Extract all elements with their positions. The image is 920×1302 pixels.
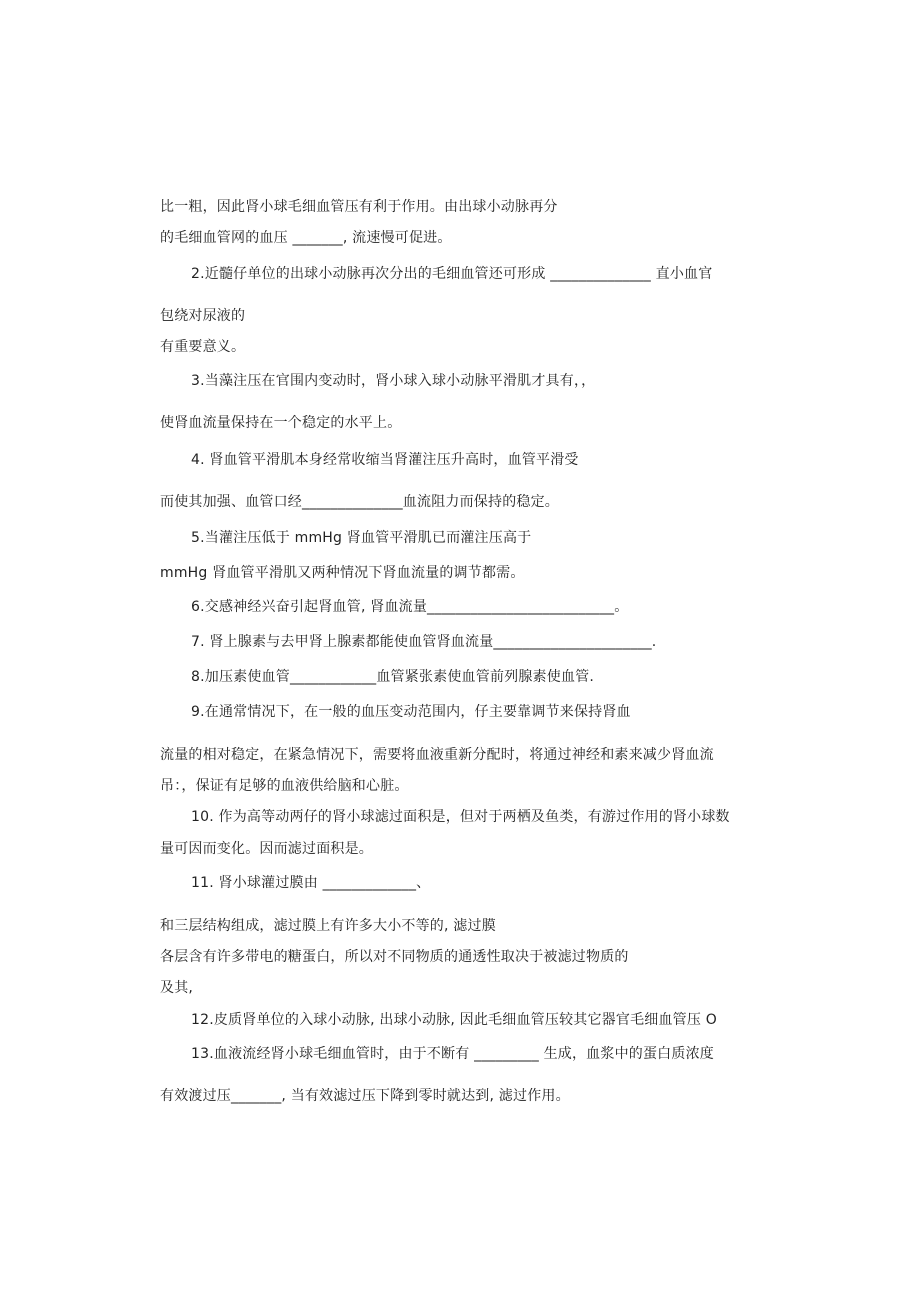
question-6-text: 6.交感神经兴奋引起肾血管, 肾血流量__________________________。 (191, 599, 629, 615)
text-line: 吊：，保证有足够的血液供给脑和心脏。 (160, 778, 409, 794)
text-line: 的毛细血管网的血压 _______, 流速慢可促进。 (160, 230, 452, 246)
text-line: 比一粗，因此肾小球毛细血管压有利于作用。由出球小动脉再分 (160, 199, 558, 215)
text-line: 量可因而变化。因而滤过面积是。 (160, 841, 373, 857)
text-line: 有重要意义。 (160, 339, 246, 355)
text-line: mmHg 肾血管平滑肌又两种情况下肾血流量的调节都需。 (160, 565, 525, 581)
text-line: 使肾血流量保持在一个稳定的水平上。 (160, 415, 402, 431)
question-3-text: 3.当藻注压在官围内变动时，肾小球入球小动脉平滑肌才具有，， (191, 373, 596, 389)
question-4-text: 4. 肾血管平滑肌本身经常收缩当肾灌注压升高时，血管平滑受 (191, 452, 579, 468)
question-5-text: 5.当灌注压低于 mmHg 肾血管平滑肌已而灌注压高于 (191, 530, 532, 546)
question-2-text: 2.近髓仔单位的出球小动脉再次分出的毛细血管还可形成 ______________ 直小血官 (191, 266, 713, 282)
text-line: 各层含有许多带电的糖蛋白，所以对不同物质的通透性取决于被滤过物质的 (160, 949, 629, 965)
question-7-text: 7. 肾上腺素与去甲肾上腺素都能使血管肾血流量______________________. (191, 634, 657, 650)
text-line: 及其, (160, 980, 194, 996)
text-line: 包绕对尿液的 (160, 308, 246, 324)
text-line: 而使其加强、血管口经______________血流阻力而保持的稳定。 (160, 494, 559, 510)
question-10-text: 10. 作为高等动两仔的肾小球滤过面积是，但对于两栖及鱼类，有游过作用的肾小球数 (191, 809, 730, 825)
question-11-text: 11. 肾小球灌过膜由 _____________、 (191, 875, 431, 891)
text-line: 和三层结构组成，滤过膜上有许多大小不等的, 滤过膜 (160, 918, 496, 934)
text-line: 有效渡过压_______, 当有效滤过压下降到零时就达到, 滤过作用。 (160, 1088, 570, 1104)
question-8-text: 8.加压素使血管____________血管紧张素使血管前列腺素使血管. (191, 669, 595, 685)
text-line: 流量的相对稳定，在紧急情况下，需要将血液重新分配时，将通过神经和素来减少肾血流 (160, 747, 714, 763)
question-13-text: 13.血液流经肾小球毛细血管时，由于不断有 _________ 生成，血浆中的蛋白质浓度 (191, 1046, 714, 1062)
question-12-text: 12.皮质肾单位的入球小动脉, 出球小动脉, 因此毛细血管压较其它器官毛细血管压 O (191, 1012, 717, 1028)
question-9-text: 9.在通常情况下，在一般的血压变动范围内，仔主要靠调节来保持肾血 (191, 704, 631, 720)
